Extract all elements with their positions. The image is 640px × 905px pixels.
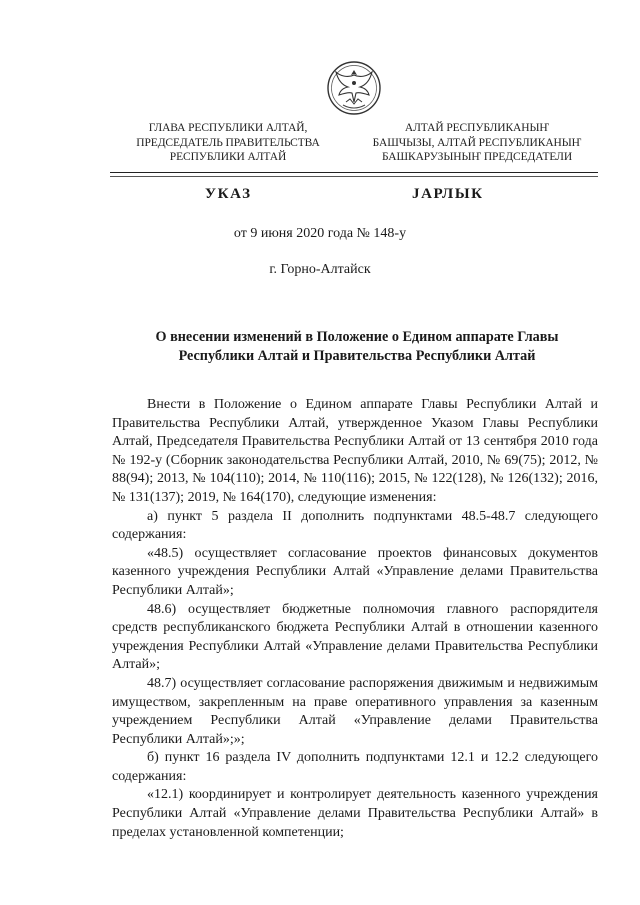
body-paragraph: «48.5) осуществляет согласование проектов финансовых документов казенного учреждения Республики Алтай «Управление делами Правительства Республики Алтай»; [112, 545, 598, 598]
title-line: О внесении изменений в Положение о Едином аппарате Главы [155, 329, 559, 345]
document-body [112, 396, 598, 842]
body-paragraph: б) пункт 16 раздела IV дополнить подпунктами 12.1 и 12.2 следующего содержания: [112, 750, 598, 784]
header-right-line: БАШЧЫЗЫ, АЛТАЙ РЕСПУБЛИКАНЫҤ [372, 136, 582, 149]
header-divider-thick [110, 172, 598, 173]
body-paragraph: а) пункт 5 раздела II дополнить подпунктами 48.5-48.7 следующего содержания: [112, 508, 598, 543]
body-paragraph: 48.7) осуществляет согласование распоряжения движимым и недвижимым имуществом, закрепленным на праве оперативного управления за казенным учреждением Республики Алтай «Управление делами Правительства Республики Алтай»;»; [112, 675, 598, 747]
header-divider-thin [110, 176, 598, 177]
decree-city: г. Горно-Алтайск [269, 262, 371, 277]
header-left-line: ГЛАВА РЕСПУБЛИКИ АЛТАЙ, [148, 122, 308, 134]
decree-date-number: от 9 июня 2020 года № 148-у [233, 226, 407, 241]
header-left-line: РЕСПУБЛИКИ АЛТАЙ [169, 151, 287, 163]
document-title [118, 328, 596, 366]
body-paragraph: Внести в Положение о Едином аппарате Главы Республики Алтай и Правительства Республики Алтай, утвержденное Указом Главы Республики Алтай, Председателя Правительства Республики Алтай от 13 сентября 2010 года № 192-у (Сборник законодательства Республики Алтай, 2010, № 69(75); 2012, № 88(94); 2013, № 104(110); 2014, № 110(116); 2015, № 122(128), № 126(132); 2016, № 131(137); 2019, № 164(170), следующие изменения: [112, 397, 598, 505]
header-left-line: ПРЕДСЕДАТЕЛЬ ПРАВИТЕЛЬСТВА [136, 136, 320, 149]
body-paragraph: «12.1) координирует и контролирует деятельность казенного учреждения Республики Алтай «Управление делами Правительства Республики Алтай» в пределах установленной компетенции; [112, 787, 598, 840]
altai-emblem-icon [326, 58, 382, 118]
header-right-line: БАШКАРУЗЫНЫҤ ПРЕДСЕДАТЕЛИ [381, 151, 573, 163]
header-right-block [356, 121, 598, 165]
decree-label-alt: JАРЛЫК [412, 186, 484, 202]
body-paragraph: 48.6) осуществляет бюджетные полномочия главного распорядителя средств республиканского бюджета Республики Алтай в отношении казенного учреждения Республики Алтай «Управление делами Правительства Республики Алтай»; [112, 601, 598, 673]
title-line: Республики Алтай и Правительства Республики Алтай [178, 348, 536, 364]
header-right-line: АЛТАЙ РЕСПУБЛИКАНЫҤ [404, 122, 550, 134]
decree-label-ru: УКАЗ [205, 186, 252, 202]
header-left-block [112, 121, 344, 165]
